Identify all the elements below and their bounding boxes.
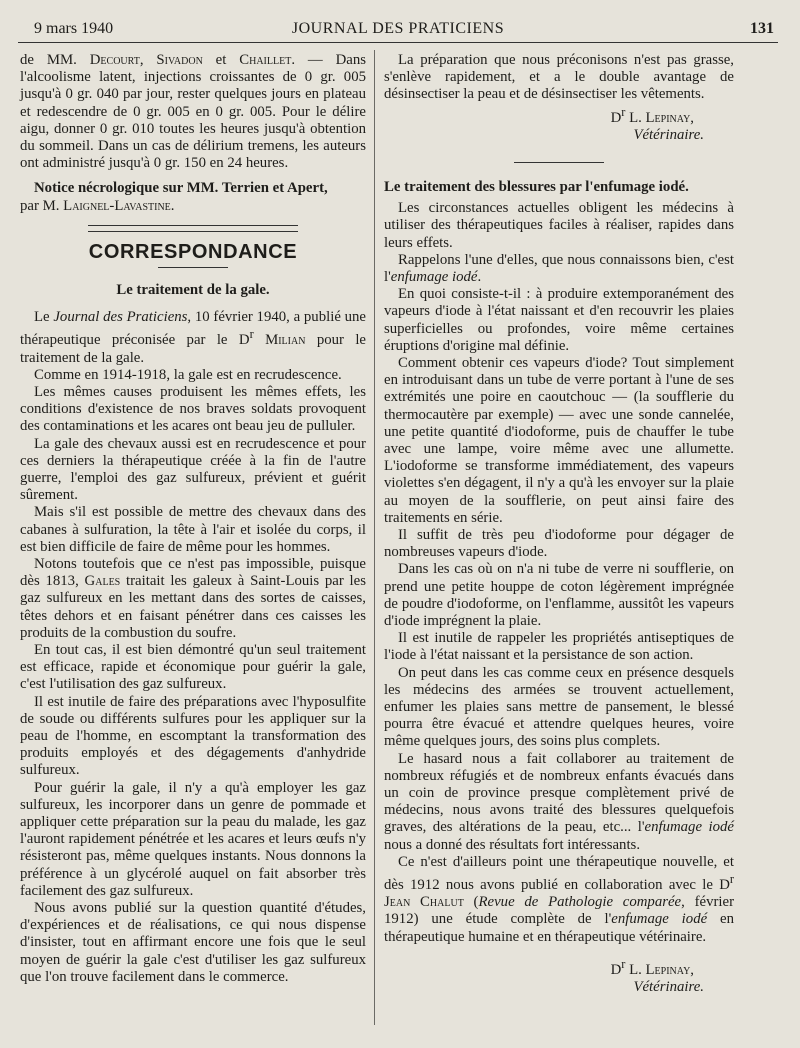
paragraph: de MM. Decourt, Sivadon et Chaillet. — Dans l'alcoolisme latent, injections croissantes de 0 gr. 005 jusqu'à 0 gr. 040 par jour, rester quelques jours en plateau et redescendre de 0 gr. 005 en 0 gr. 005. Pour le délire aigu, donner 0 gr. 010 toutes les heures jusqu'à obtention du sommeil. Dans un cas de délirium tremens, les auteurs ont administré jusqu'à 0 gr. 150 en 24 heures. [20, 52, 366, 172]
paragraph: Nous avons publié sur la question quantité d'études, d'expériences et de réalisations, ce qui nous dispense d'insister, tout en affirmant encore une fois que le seul moyen de guérir la gale c'est d'utiliser les gaz sulfureux que l'on trouve facilement dans le commerce. [20, 900, 366, 985]
paragraph: En tout cas, il est bien démontré qu'un seul traitement est efficace, rapide et économique pour guérir la gale, c'est l'utilisation des gaz sulfureux. [20, 642, 366, 693]
paragraph: On peut dans les cas comme ceux en présence desquels les médecins des armées se trouvent actuellement, enfumer les plaies sans mettre de pansement, le blessé pourra être évacué et attendre quelques heures, voire même quelques jours, des soins plus complets. [384, 664, 734, 750]
paragraph: Il est inutile de rappeler les propriétés antiseptiques de l'iode à l'état naissant et la persistance de son action. [384, 630, 734, 664]
notice-title: Notice nécrologique sur MM. Terrien et Apert, [34, 180, 328, 197]
paragraph: La gale des chevaux aussi est en recrudescence et pour ces derniers la thérapeutique créée à la fin de l'autre guerre, l'emploi des gaz sulfureux, prévient et guérit sûrement. [20, 435, 366, 504]
page-number: 131 [750, 20, 774, 37]
paragraph: Rappelons l'une d'elles, que nous connaissons bien, c'est l'enfumage iodé. [384, 251, 734, 285]
signature-name: $D^r$ L. Lepinay, [610, 104, 694, 126]
heading-underline [158, 267, 228, 268]
signature-role: Vétérinaire. [633, 978, 704, 995]
column-divider [374, 50, 375, 1025]
right-column [384, 52, 734, 996]
paragraph: Ce n'est d'ailleurs point une thérapeutique nouvelle, et dès 1912 nous avons publié en collaboration avec le $D^r$ Jean Chalut (Revue de Pathologie comparée, février 1912) une étude complète de l'enfumage iodé en thérapeutique humaine et en thérapeutique vétérinaire. [384, 853, 734, 945]
paragraph: En quoi consiste-t-il : à produire extemporanément des vapeurs d'iode à l'état naissant et d'en recouvrir les plaies superficielles ou profondes, voire même certaines éruptions d'origine mal définie. [384, 286, 734, 354]
notice-byline: par M. Laignel-Lavastine. [20, 197, 175, 214]
paragraph: Les mêmes causes produisent les mêmes effets, les conditions d'existence de nos braves soldats provoquent des contaminations et les acares ont beau jeu de pulluler. [20, 383, 366, 435]
paragraph: Il suffit de très peu d'iodoforme pour dégager de nombreuses vapeurs d'iode. [384, 527, 734, 561]
journal-title: JOURNAL DES PRATICIENS [291, 20, 505, 37]
paragraph: Le Journal des Praticiens, 10 février 1940, a publié une thérapeutique préconisée par le $D^r$ Milian pour le traitement de la gale. [20, 309, 366, 366]
signature-role: Vétérinaire. [633, 126, 704, 143]
signature [384, 104, 734, 144]
page-header [18, 18, 778, 43]
section-double-rule [88, 225, 298, 232]
article-title: Le traitement de la gale. [116, 282, 270, 299]
paragraph: Le hasard nous a fait collaborer au traitement de nombreux réfugiés et de nombreux enfants évacués dans un coin de province presque complètement privé de médecins, nous avons traité des blessures quelquefois graves, des altérations de la peau, etc... l'enfumage iodé nous a donné des résultats fort intéressants. [384, 750, 734, 853]
paragraph: Comme en 1914-1918, la gale est en recrudescence. [34, 366, 342, 383]
paragraph: Dans les cas où on n'a ni tube de verre ni soufflerie, on prend une petite houppe de coton légèrement imprégnée de poudre d'iodoforme, on l'enflamme, aussitôt les vapeurs d'iode imprégnent la plaie. [384, 561, 734, 630]
left-column [20, 52, 366, 986]
issue-date: 9 mars 1940 [34, 20, 114, 37]
paragraph: Il est inutile de faire des préparations avec l'hyposulfite de soude ou différents sulfures pour les appliquer sur la peau de l'homme, en escomptant la transformation des produits employés et des dégagements d'anhydride sulfureux. [20, 693, 366, 779]
paragraph: Notons toutefois que ce n'est pas impossible, puisque dès 1813, Gales traitait les galeux à Saint-Louis par les gaz sulfureux en les mettant dans des sortes de caisses, têtes dehors et en faisant pénétrer dans ces caisses les produits de la combustion du soufre. [20, 556, 366, 641]
paragraph: La préparation que nous préconisons n'est pas grasse, s'enlève rapidement, et a le double avantage de désinsectiser la peau et de désinsectiser les vêtements. [384, 52, 734, 103]
paragraph: Les circonstances actuelles obligent les médecins à utiliser des thérapeutiques faciles à réaliser, rapides dans leurs effets. [384, 200, 734, 251]
article-title: Le traitement des blessures par l'enfumage iodé. [384, 178, 689, 195]
paragraph: Comment obtenir ces vapeurs d'iode? Tout simplement en introduisant dans un tube de verre portant à l'une de ses extrémités une poire en caoutchouc — (la soufflerie du thermocautère par exemple) — avec une sonde cannelée, une petite quantité d'iodoforme, puis de chauffer le tube avec une lampe, voire même avec une allumette. L'iodoforme se transforme immédiatement, des vapeurs violettes s'en dégagent, il n'y a qu'à les envoyer sur la plaie au moyen de la soufflerie, on peut ainsi faire des traitements en série. [384, 354, 734, 526]
signature [384, 956, 734, 996]
section-heading: CORRESPONDANCE [88, 240, 298, 263]
paragraph: Pour guérir la gale, il n'y a qu'à employer les gaz sulfureux, les incorporer dans un genre de pommade et appliquer cette préparation sur la peau du malade, les gaz l'auront rapidement pénétrée et les acares et leurs œufs n'y résisteront pas, même quelques instants. Nous donnons la préférence à un glycérolé auquel on fait absorber très facilement des gaz sulfureux. [20, 779, 366, 899]
signature-name: $D^r$ L. Lepinay, [610, 956, 694, 978]
article-separator [514, 162, 604, 163]
paragraph: Mais s'il est possible de mettre des chevaux dans des cabanes à sulfuration, la tête à l'air et isolée du corps, il est bien difficile de faire de même pour les hommes. [20, 504, 366, 555]
